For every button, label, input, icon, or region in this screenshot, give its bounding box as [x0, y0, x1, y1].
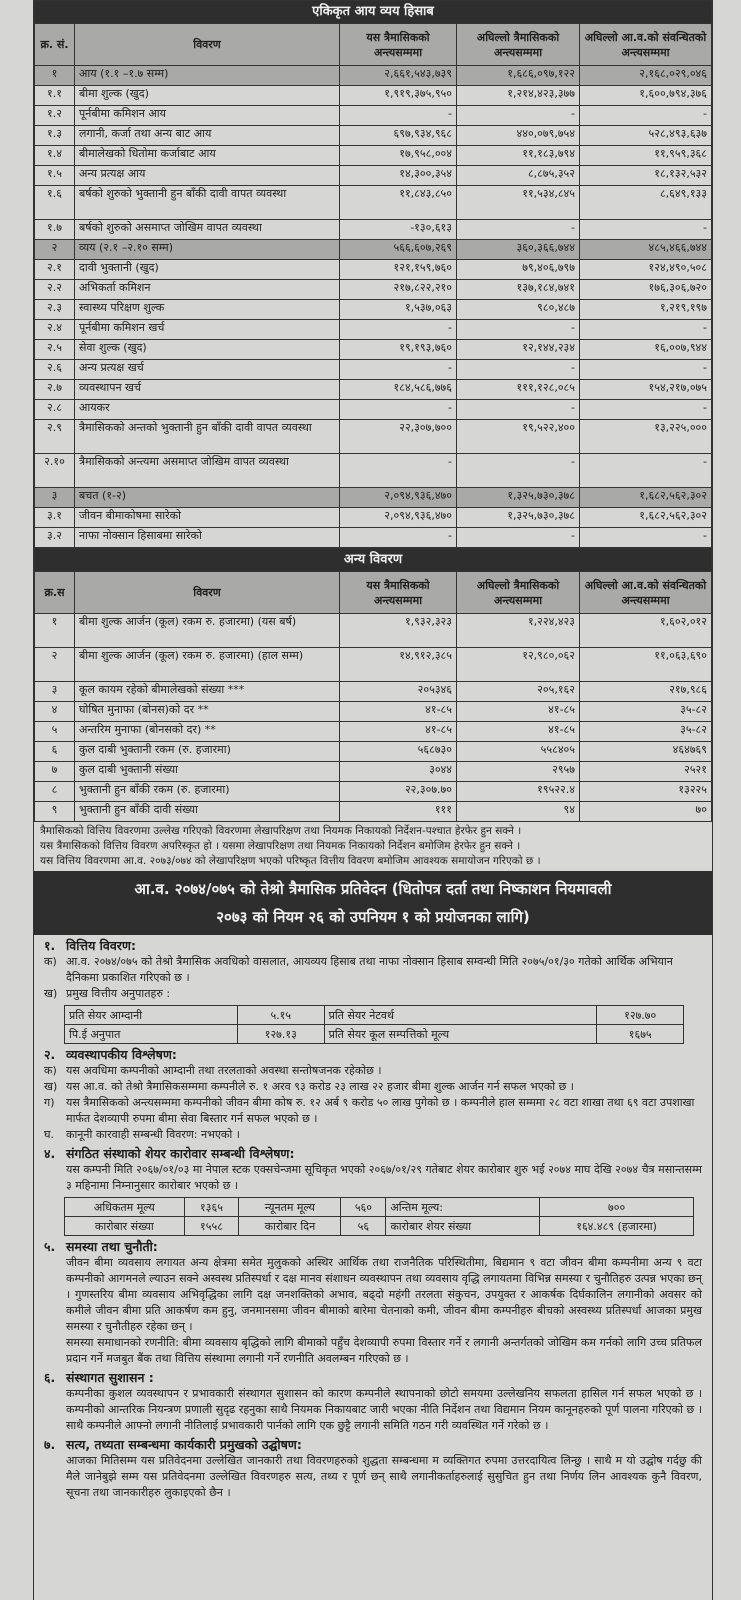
section-management-analysis [34, 1047, 712, 1143]
note: यस त्रैमासिकको वित्तिय विवरण अपरिस्कृत हो । यसमा लेखापरिक्षण तथा नियमक निकायको निर्देशन बमोजिम हेरफेर हुन सक्ने । [40, 840, 521, 852]
trade-value: १३६५ [184, 1198, 239, 1217]
row-value: १,२१४,४२३,३७७ [457, 86, 580, 106]
row-desc: आय (१.१ –१.७ सम्म) [75, 66, 340, 86]
row-value: -१३०,६१३ [340, 220, 457, 240]
ratio-value: १२७.७० [597, 1006, 684, 1025]
row-value: - [340, 320, 457, 340]
section-number: २. [44, 1047, 56, 1062]
table-row [35, 762, 712, 782]
row-value: १,६८२,५६२,३०२ [580, 508, 712, 528]
row-value: ५५८४०५ [457, 742, 580, 762]
row-sn: २.८ [35, 400, 75, 420]
row-value: १७,९५८,००४ [340, 146, 457, 166]
banner-line: आ.व. २०७४/०७५ को तेश्रो त्रैमासिक प्रतिवेदन (धितोपत्र दर्ता तथा निष्काशन नियमावली [134, 880, 612, 898]
col-header-this-quarter: यस त्रैमासिकको अन्त्यसम्ममा [340, 572, 457, 614]
ratio-label: प्रति सेयर आम्दानी [65, 1006, 238, 1025]
table-row [35, 702, 712, 722]
table-row [35, 380, 712, 400]
row-desc: कुल दाबी भुक्तानी संख्या [75, 762, 340, 782]
row-value: १,९१९,३७५,९५० [340, 86, 457, 106]
item-text: यस आ.व. को तेश्रो त्रैमासिकसम्ममा कम्पनीले रु. १ अरव ९३ करोड २३ लाख २२ हजार बीमा शुल्क आर्जन गर्न सफल भएको छ । [66, 1080, 574, 1093]
row-value: - [457, 106, 580, 126]
row-sn: ९ [35, 802, 75, 822]
row-value: ५२८,४९३,६३७ [580, 126, 712, 146]
other-details-table [34, 548, 712, 822]
row-sn: २.३ [35, 300, 75, 320]
item-marker: ग) [44, 1096, 55, 1109]
row-value: - [457, 320, 580, 340]
item-text: यस त्रैमासिकको अन्त्यसम्ममा कम्पनीको जीवन बीमा कोष रु. १२ अर्ब ९ करोड ५० लाख पुगेको छ । कम्पनीले हाल सम्ममा २८ वटा शाखा तथा ६९ वटा उपशाखा मार्फत देशव्यापी रुपमा बीमा सेवा बिस्तार गर्न सफल भएको छ । [66, 1096, 695, 1125]
row-value: १९,५२२,४०० [457, 420, 580, 454]
trade-label: अन्तिम मूल्य: [386, 1198, 540, 1217]
table-row [35, 488, 712, 508]
item-text: आ.व. २०७४/०७५ को तेश्रो त्रैमासिक अवधिको वासलात, आयव्यय हिसाब तथा नाफा नोक्सान हिसाब सम्वन्धी मिति २०७५/०१/३० गतेको आर्थिक अभियान दैनिकमा प्रकाशित गरिएको छ । [66, 955, 673, 984]
row-value: २१७,९८६ [580, 682, 712, 702]
row-desc: आयकर [75, 400, 340, 420]
col-header-prev-quarter: अघिल्लो त्रैमासिकको अन्त्यसम्ममा [457, 24, 580, 66]
row-value: १८४,५८६,७७६ [340, 380, 457, 400]
table-row [35, 454, 712, 488]
section-number: ४. [44, 1146, 56, 1161]
item-marker: क) [44, 1064, 57, 1077]
item-marker: क) [44, 955, 57, 968]
section-title: वित्तिय विवरण: [66, 938, 136, 953]
row-sn: १.७ [35, 220, 75, 240]
row-value: ४४०,०७९,७५४ [457, 126, 580, 146]
row-value: १११,१२८,०८५ [457, 380, 580, 400]
row-value: १५४,२१७,०७५ [580, 380, 712, 400]
row-desc: त्रैमासिकको अन्तको भुक्तानी हुन बाँकी दावी वापत व्यवस्था [75, 420, 340, 454]
section-title: व्यवस्थापकीय विश्लेषण: [66, 1047, 177, 1062]
row-value: १,९३२,३२३ [340, 614, 457, 648]
ratio-table [64, 1005, 684, 1044]
row-value: २१७,८२२,२१० [340, 280, 457, 300]
section-problems-challenges [34, 1239, 712, 1367]
row-value: ४६४७६९ [580, 742, 712, 762]
section-text: जीवन बीमा व्यवसाय लगायत अन्य क्षेत्रमा समेत मुलुकको अस्थिर आर्थिक तथा राजनैतिक परिस्थितीमा, बिद्यमान ९ वटा जीवन बीमा कम्पनीमा अन्य ९ वटा कम्पनीको आगमनले ल्याउन सक्ने अस्वस्थ प्रतिस्पर्धा र दक्ष मानव संशाधन व्यवस्थापन तथा व्यवसाय वृद्धि लगायतमा विभिन्न समस्या र चुनौतिहरु उत्पन्न भएका छन् । गुणस्तरिय बीमा व्यवसाय अभिवृद्धिका लागि दक्ष जनशक्तिको अभाव, बढ्दो महंगी तरलता संकुचन, उपयुक्त र आकर्षक दिर्घकालिन लगानीको अवसर को कमीले जीवन बीमा प्रति आकर्षण कम हुनु, जनमानसमा जीवन बीमाको बारेमा चेतनाको कमी, जीवन बीमा कम्पनीहरु बीचको अस्वस्थ्य प्रतिस्पर्धा आजका प्रमुख समस्या र चुनौतीहरु रहेका छन् । [66, 1256, 702, 1333]
row-desc: भुक्तानी हुन बाँकी दावी संख्या [75, 802, 340, 822]
row-value: १३७,१८४,७४१ [457, 280, 580, 300]
row-sn: १.६ [35, 186, 75, 220]
row-sn: ४ [35, 702, 75, 722]
row-value: १९५२२.४ [457, 782, 580, 802]
table-row [35, 648, 712, 682]
row-sn: २.७ [35, 380, 75, 400]
row-value: - [340, 400, 457, 420]
row-sn: १ [35, 66, 75, 86]
ratio-label: प्रति सेयर कूल सम्पत्तिको मूल्य [324, 1025, 597, 1044]
row-value: - [580, 360, 712, 380]
table-row [35, 420, 712, 454]
row-value: २०५३४६ [340, 682, 457, 702]
share-trading-table [64, 1197, 694, 1236]
ratio-label: पि.ई अनुपात [65, 1025, 238, 1044]
section-declaration [34, 1437, 712, 1501]
table-row [35, 66, 712, 86]
income-expense-table [34, 0, 712, 548]
row-value: ११,९५९,३६८ [580, 146, 712, 166]
table-row [35, 86, 712, 106]
row-value: १३,२२५,००० [580, 420, 712, 454]
note: त्रैमासिकको वित्तिय विवरणमा उल्लेख गरिएको विवरणमा लेखापरिक्षण तथा नियमक निकायको निर्देशन-पश्चात हेरफेर हुन सक्ने । [40, 825, 522, 837]
row-value: ३०४४ [340, 762, 457, 782]
row-desc: बचत (१-२) [75, 488, 340, 508]
row-value: १,२२४,४२३ [457, 614, 580, 648]
col-header-desc: विवरण [75, 572, 340, 614]
table-row [35, 782, 712, 802]
col-header-prev-year: अघिल्लो आ.व.को संवन्धितको अन्त्यसम्ममा [580, 24, 712, 66]
row-sn: ३.१ [35, 508, 75, 528]
row-value: ३५-८२ [580, 722, 712, 742]
row-value: ३५-८२ [580, 702, 712, 722]
row-desc: बर्षको शुरुको असमाप्त जोखिम वापत व्यवस्था [75, 220, 340, 240]
table-row [35, 186, 712, 220]
row-desc: अभिकर्ता कमिशन [75, 280, 340, 300]
table-row [35, 400, 712, 420]
row-sn: ८ [35, 782, 75, 802]
row-desc: जीवन बीमाकोषमा सारेको [75, 508, 340, 528]
row-sn: २.२ [35, 280, 75, 300]
section-title: संस्थागत सुशासन : [66, 1370, 154, 1385]
row-value: - [340, 454, 457, 488]
col-header-desc: विवरण [75, 24, 340, 66]
row-value: - [457, 360, 580, 380]
row-desc: व्यय (२.१ –२.१० सम्म) [75, 240, 340, 260]
col-header-this-quarter: यस त्रैमासिकको अन्त्यसम्ममा [340, 24, 457, 66]
row-value: ४१-८५ [340, 702, 457, 722]
row-desc: दावी भुक्तानी (खुद) [75, 260, 340, 280]
row-value: - [580, 106, 712, 126]
table-row [35, 240, 712, 260]
row-value: - [340, 360, 457, 380]
row-sn: २ [35, 240, 75, 260]
row-desc: अन्तरिम मुनाफा (बोनसको दर) ** [75, 722, 340, 742]
row-value: - [457, 400, 580, 420]
row-sn: ६ [35, 742, 75, 762]
row-sn: ५ [35, 722, 75, 742]
section-text: कम्पनीका कुशल व्यवस्थापन र प्रभावकारी संस्थागत सुशासन को कारण कम्पनीले स्थापनाको छोटो समयमा उल्लेखनिय सफलता हासिल गर्न सफल भएको छ । कम्पनीको आन्तरिक नियन्त्रण प्रणाली सुदृढ रहनुका साथै नियमक निकायबाट जारी भएका नीति निर्देशन तथा विद्यमान नियम कानूनहरुको पूर्ण पालना गरिएको छ । साथै कम्पनीले आफ्नो लगानी नीतिलाई प्रभावकारी पार्नको लागि एक छुट्टै लगानी समिति गठन गरी व्यवस्थित गर्ने गरेको छ । [66, 1387, 702, 1432]
table-row [35, 742, 712, 762]
row-value: ११,१८३,७९४ [457, 146, 580, 166]
row-desc: लगानी, कर्जा तथा अन्य बाट आय [75, 126, 340, 146]
row-value: ६९७,९३४,९६८ [340, 126, 457, 146]
row-value: २,०९४,९३६,४७० [340, 488, 457, 508]
row-sn: १.२ [35, 106, 75, 126]
row-value: ७९,४०६,७९७ [457, 260, 580, 280]
row-sn: २.५ [35, 340, 75, 360]
section-financial [34, 938, 712, 1044]
row-value: १३२२५ [580, 782, 712, 802]
section-title: संगठित संस्थाको शेयर कारोवार सम्बन्धी विश्लेषण: [66, 1146, 295, 1161]
row-value: १,३२५,७३०,३७८ [457, 488, 580, 508]
item-text: यस अवधिमा कम्पनीको आम्दानी तथा तरलताको अवस्था सन्तोषजनक रहेकोछ । [66, 1064, 382, 1077]
row-value: १,६००,७९४,३७६ [580, 86, 712, 106]
row-desc: बीमालेखको धितोमा कर्जाबाट आय [75, 146, 340, 166]
row-value: ४८५,४६६,७४४ [580, 240, 712, 260]
row-desc: सेवा शुल्क (खुद) [75, 340, 340, 360]
row-value: - [580, 528, 712, 548]
row-sn: ३.२ [35, 528, 75, 548]
table-row [35, 260, 712, 280]
row-value: २५२१ [580, 762, 712, 782]
row-sn: १.३ [35, 126, 75, 146]
row-desc: नाफा नोक्सान हिसाबमा सारेको [75, 528, 340, 548]
row-sn: २.६ [35, 360, 75, 380]
table-row [35, 614, 712, 648]
row-value: १९,१९३,७६० [340, 340, 457, 360]
row-sn: ३ [35, 488, 75, 508]
row-desc: बीमा शुल्क (खुद) [75, 86, 340, 106]
table-row [35, 340, 712, 360]
table-row [35, 360, 712, 380]
ratio-value: १६७५ [597, 1025, 684, 1044]
row-value: - [580, 220, 712, 240]
trade-label: न्यूनतम मूल्य [239, 1198, 341, 1217]
section-governance [34, 1370, 712, 1434]
section-text: आजका मितिसम्म यस प्रतिवेदनमा उल्लेखित जानकारी तथा विवरणहरुको शुद्धता सम्बन्धमा म व्यक्तिगत रुपमा उत्तरदायित्व लिन्छु । साथै म यो उद्घोष गर्दछु की मैले जानेबुझे सम्म यस प्रतिवेदनमा उल्लेखित विवरणहरु सत्य, तथ्य र पूर्ण छन् साथै लगानीकर्ताहरुलाई सुसुचित हुन तथा निर्णय लिन आवश्यक कुनै विवरण, सूचना तथा जानकारीहरु लुकाइएको छैन । [66, 1454, 702, 1499]
row-value: १७६,३०६,७२० [580, 280, 712, 300]
trade-value: ५६० [341, 1198, 386, 1217]
trade-value: ७०० [540, 1198, 694, 1217]
row-value: २,१६८,०२९,०४६ [580, 66, 712, 86]
row-value: ३६०,३६६,७४४ [457, 240, 580, 260]
row-sn: २.९ [35, 420, 75, 454]
row-sn: २.१ [35, 260, 75, 280]
row-sn: २.१० [35, 454, 75, 488]
row-value: २९५७ [457, 762, 580, 782]
row-value: १,२१९,१९७ [580, 300, 712, 320]
col-header-sn: क्र. सं. [35, 24, 75, 66]
col-header-sn: क्र.स [35, 572, 75, 614]
row-value: १४,३००,३५४ [340, 166, 457, 186]
row-desc: व्यवस्थापन खर्च [75, 380, 340, 400]
item-marker: घ. [44, 1128, 54, 1141]
table-row [35, 528, 712, 548]
ratio-value: ५.१५ [237, 1006, 324, 1025]
row-value: २,६६१,५४३,७३९ [340, 66, 457, 86]
row-value: १२१,१५९,७६० [340, 260, 457, 280]
row-value: ४१-८५ [340, 722, 457, 742]
table-row [35, 508, 712, 528]
section-number: ५. [44, 1239, 56, 1254]
ratio-value: १२७.१३ [237, 1025, 324, 1044]
row-desc: कुल दाबी भुक्तानी रकम (रु. हजारमा) [75, 742, 340, 762]
row-value: ४१-८५ [457, 722, 580, 742]
row-value: १,६८२,५६२,३०२ [580, 488, 712, 508]
row-value: - [580, 320, 712, 340]
row-value: ५६८७३० [340, 742, 457, 762]
other-table-title: अन्य विवरण [35, 549, 712, 572]
trade-value: ५६ [341, 1217, 386, 1236]
row-desc: पूर्नबीमा कमिशन खर्च [75, 320, 340, 340]
row-value: - [580, 400, 712, 420]
col-header-prev-year: अघिल्लो आ.व.को संवन्धितको अन्त्यसम्ममा [580, 572, 712, 614]
row-value: - [457, 220, 580, 240]
table-row [35, 146, 712, 166]
row-value: ८,६४९,१३३ [580, 186, 712, 220]
row-value: १६,००७,९४४ [580, 340, 712, 360]
trade-value: १५५८ [184, 1217, 239, 1236]
row-value: २२,३०७,७०० [340, 420, 457, 454]
col-header-prev-quarter: अघिल्लो त्रैमासिकको अन्त्यसम्ममा [457, 572, 580, 614]
row-value: २२,३०७.७० [340, 782, 457, 802]
row-desc: स्वास्थ्य परिक्षण शुल्क [75, 300, 340, 320]
row-value: - [457, 454, 580, 488]
row-value: - [457, 528, 580, 548]
row-sn: २.४ [35, 320, 75, 340]
row-value: ९८०,४८७ [457, 300, 580, 320]
section-title: सत्य, तथ्यता सम्बन्धमा कार्यकारी प्रमुखको उद्घोषण: [66, 1437, 302, 1452]
income-table-title: एकिकृत आय व्यय हिसाब [35, 1, 712, 24]
ratio-label: प्रति सेयर नेटवर्थ [324, 1006, 597, 1025]
row-value: १२४,४९०,५०८ [580, 260, 712, 280]
row-desc: कूल कायम रहेको बीमालेखको संख्या *** [75, 682, 340, 702]
row-desc: घोषित मुनाफा (बोनस)को दर ** [75, 702, 340, 722]
table-row [35, 280, 712, 300]
row-value: ४१-८५ [457, 702, 580, 722]
row-value: १,६८६,०९७,१२२ [457, 66, 580, 86]
row-sn: १.१ [35, 86, 75, 106]
banner-line: २०७३ को नियम २६ को उपनियम १ को प्रयोजनका लागि) [216, 908, 530, 926]
section-share-trading [34, 1146, 712, 1236]
table-row [35, 220, 712, 240]
item-text: प्रमुख वित्तीय अनुपातहरु : [66, 987, 171, 1000]
trade-value: १६४.४८९ (हजारमा) [540, 1217, 694, 1236]
notes [34, 822, 712, 871]
row-sn: २ [35, 648, 75, 682]
section-text: यस कम्पनी मिति २०६७/०१/०३ मा नेपाल स्टक एक्सचेन्जमा सूचिकृत भएको २०६७/०१/२९ गतेबाट शेयर कारोबार शुरु भई २०७४ माघ देखि २०७४ चैत्र मसान्तसम्म ३ महिनामा निम्नानुसार कारोबार भएको छ । [66, 1163, 702, 1192]
table-row [35, 722, 712, 742]
item-text: कानूनी कारवाही सम्बन्धी विवरण: नभएको । [66, 1128, 240, 1141]
section-number: १. [44, 938, 56, 953]
row-value: ९४ [457, 802, 580, 822]
trade-label: कारोबार संख्या [65, 1217, 185, 1236]
row-desc: बर्षको शुरुको भुक्तानी हुन बाँकी दावी वापत व्यवस्था [75, 186, 340, 220]
document-page [33, 0, 713, 1600]
row-value: १२,१४४,२३४ [457, 340, 580, 360]
section-number: ७. [44, 1437, 56, 1452]
row-sn: १.४ [35, 146, 75, 166]
row-value: - [580, 454, 712, 488]
row-value: १४,९१२,३८५ [340, 648, 457, 682]
row-value: १,५३७,०६३ [340, 300, 457, 320]
table-row [35, 126, 712, 146]
row-desc: अन्य प्रत्यक्ष खर्च [75, 360, 340, 380]
row-sn: १ [35, 614, 75, 648]
trade-label: कारोबार दिन [239, 1217, 341, 1236]
row-value: १,६०२,०१२ [580, 614, 712, 648]
row-value: १११ [340, 802, 457, 822]
row-value: २०५,१६२ [457, 682, 580, 702]
note: यस वित्तिय विवरणमा आ.व. २०७३/०७४ को लेखापरिक्षण भएको परिष्कृत वित्तीय विवरण बमोजिम आवश्यक समायोजन गरिएको छ । [40, 855, 541, 867]
row-desc: बीमा शुल्क आर्जन (कूल) रकम रु. हजारमा) (यस बर्ष) [75, 614, 340, 648]
row-desc: भुक्तानी हुन बाँकी रकम (रु. हजारमा) [75, 782, 340, 802]
item-marker: ख) [44, 1080, 58, 1093]
row-desc: बीमा शुल्क आर्जन (कूल) रकम रु. हजारमा) (हाल सम्म) [75, 648, 340, 682]
row-value: ११,८४३,८५० [340, 186, 457, 220]
row-desc: त्रैमासिकको अन्त्यमा असमाप्त जोखिम वापत व्यवस्था [75, 454, 340, 488]
row-sn: १.५ [35, 166, 75, 186]
table-row [35, 320, 712, 340]
section-text: समस्या समाधानको रणनीति: बीमा व्यवसाय बृद्धिको लागि बीमाको पहुँच देशव्यापी रुपमा विस्तार गर्ने र लगानी अन्तर्गतको जोखिम कम गर्नको लागि उच्च प्रतिफल प्रदान गर्ने मजबुत बैंक तथा वित्तिय संस्थामा लगानी गर्ने रणनीति अवलम्बन गरिएको छ । [66, 1336, 702, 1365]
row-value: १२,९८०,०६२ [457, 648, 580, 682]
section-title: समस्या तथा चुनौती: [66, 1239, 158, 1254]
row-desc: पूर्नबीमा कमिशन आय [75, 106, 340, 126]
section-number: ६. [44, 1370, 56, 1385]
item-marker: ख) [44, 987, 58, 1000]
row-value: १८,१३२,५३२ [580, 166, 712, 186]
row-value: - [340, 528, 457, 548]
row-sn: ३ [35, 682, 75, 702]
table-row [35, 682, 712, 702]
row-value: २,०९४,९३६,४७० [340, 508, 457, 528]
row-value: ८,८७५,३५२ [457, 166, 580, 186]
row-sn: ७ [35, 762, 75, 782]
table-row [35, 300, 712, 320]
row-desc: अन्य प्रत्यक्ष आय [75, 166, 340, 186]
row-value: १,३२५,७३०,३७८ [457, 508, 580, 528]
trade-label: अधिकतम मूल्य [65, 1198, 185, 1217]
row-value: - [340, 106, 457, 126]
table-row [35, 106, 712, 126]
row-value: ११,०६३,६९० [580, 648, 712, 682]
row-value: ११,५३४,८४५ [457, 186, 580, 220]
table-row [35, 802, 712, 822]
row-value: ७० [580, 802, 712, 822]
table-row [35, 166, 712, 186]
report-banner [34, 871, 712, 935]
trade-label: कारोबार शेयर संख्या [386, 1217, 540, 1236]
row-value: ५६६,६०७,२६९ [340, 240, 457, 260]
